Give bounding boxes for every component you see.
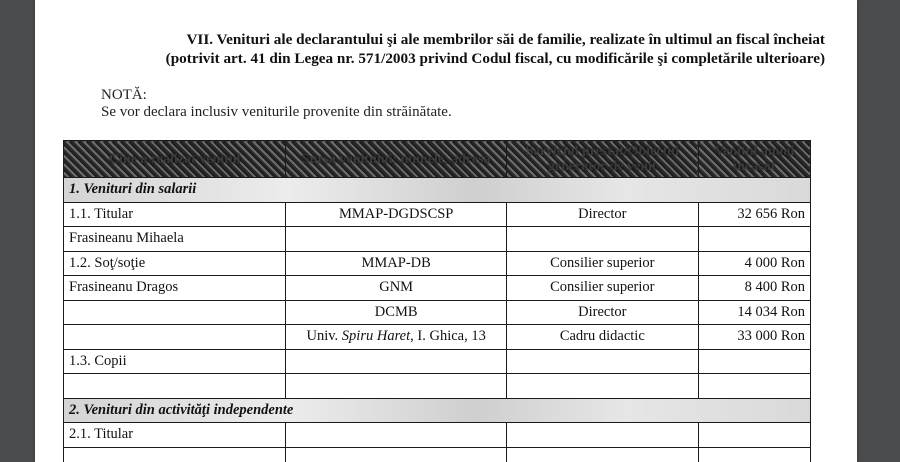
cell-source: MMAP-DGDSCSP [286,202,506,227]
table-row [64,251,811,276]
section-row-salaries [64,178,811,203]
header-who: Cine a realizat venitul [64,141,286,178]
cell-service [506,423,698,448]
cell-service [506,374,698,399]
document-page [35,0,857,462]
header-source: Sursa venitului: numele, adresa [286,141,506,178]
section-heading-line1: VII. Venituri ale declarantului şi ale membrilor săi de familie, realizate în ultimul an fiscal încheiat [186,31,825,48]
cell-income [698,447,810,462]
cell-who [64,325,286,350]
cell-who: 1.3. Copii [64,349,286,374]
cell-who: Frasineanu Mihaela [64,227,286,252]
header-income: Venitul anual încasat [698,141,810,178]
table-row [64,276,811,301]
cell-source [286,423,506,448]
table-row [64,325,811,350]
cell-service: Cadru didactic [506,325,698,350]
table-row [64,202,811,227]
cell-source [286,447,506,462]
cell-who [64,300,286,325]
table-row [64,300,811,325]
cell-income [698,227,810,252]
source-post: , I. Ghica, 13 [410,328,486,345]
section-heading-line2: (potrivit art. 41 din Legea nr. 571/2003 privind Codul fiscal, cu modificările şi completările ulterioare) [165,50,825,67]
cell-who: 2.1. Titular [64,423,286,448]
cell-source [286,349,506,374]
table-row [64,349,811,374]
cell-who [64,374,286,399]
cell-service: Consilier superior [506,276,698,301]
cell-source: DCMB [286,300,506,325]
table-header-row [64,141,811,178]
cell-income: 32 656 Ron [698,202,810,227]
source-pre: Univ. [306,328,342,345]
section-row-independent [64,398,811,423]
cell-who: Frasineanu Dragos [64,276,286,301]
table-row [64,227,811,252]
cell-who: 1.2. Soţ/soţie [64,251,286,276]
cell-income: 4 000 Ron [698,251,810,276]
cell-service: Director [506,202,698,227]
income-table [63,140,811,462]
cell-service [506,227,698,252]
table-row [64,447,811,462]
cell-source: GNM [286,276,506,301]
note-label: NOTĂ: [101,87,147,103]
table-row [64,374,811,399]
cell-income: 14 034 Ron [698,300,810,325]
cell-income [698,374,810,399]
cell-source [286,227,506,252]
cell-who [64,447,286,462]
cell-service: Consilier superior [506,251,698,276]
cell-source [286,325,506,350]
cell-income: 33 000 Ron [698,325,810,350]
cell-source [286,374,506,399]
table-row [64,423,811,448]
cell-service [506,447,698,462]
cell-service [506,349,698,374]
cell-service: Director [506,300,698,325]
section-label: 1. Venituri din salarii [64,178,811,203]
cell-income: 8 400 Ron [698,276,810,301]
cell-source: MMAP-DB [286,251,506,276]
cell-income [698,349,810,374]
cell-who: 1.1. Titular [64,202,286,227]
section-heading [35,30,825,68]
note-text: Se vor declara inclusiv veniturile provenite din străinătate. [101,104,452,120]
header-service: Serviciul prestat/Obiectul generator de venit [506,141,698,178]
source-italic: Spiru Haret [341,328,411,345]
section-label: 2. Venituri din activităţi independente [64,398,811,423]
cell-income [698,423,810,448]
